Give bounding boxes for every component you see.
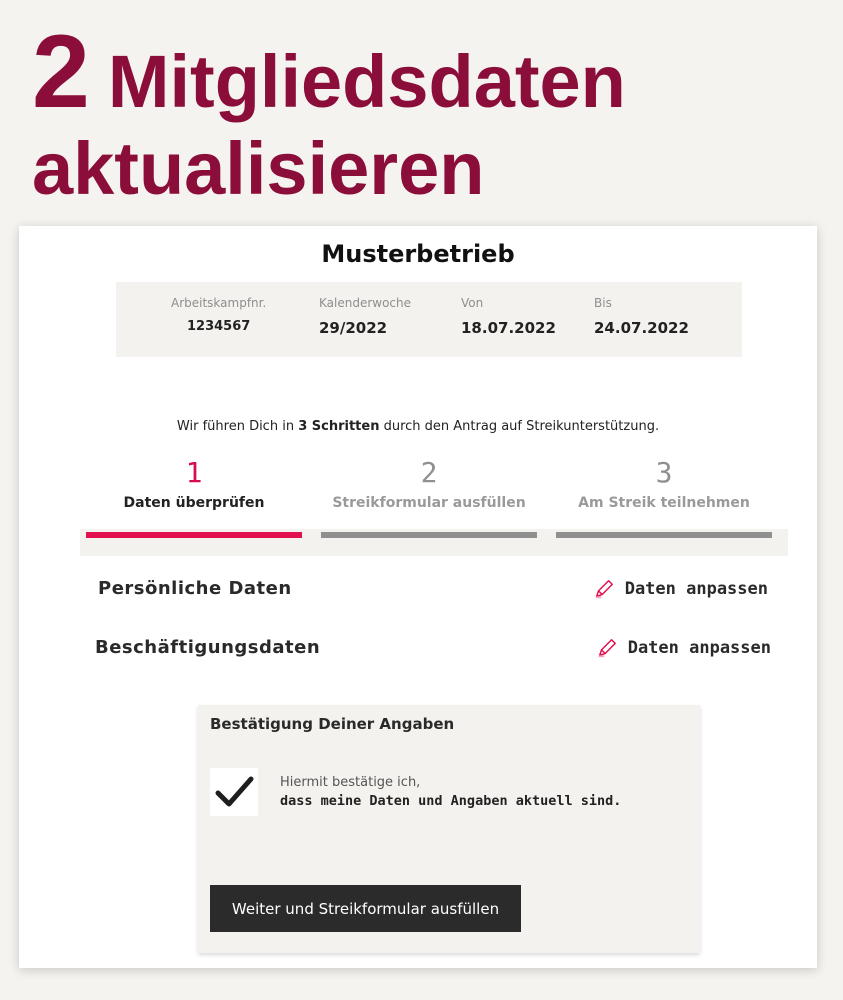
section-personal-data	[95, 578, 771, 608]
step-1-label: Daten überprüfen	[123, 495, 265, 511]
info-label: Kalenderwoche	[319, 296, 412, 310]
edit-personal-data-button[interactable]	[593, 578, 768, 600]
checkmark-icon	[210, 768, 258, 816]
headline-line-2: aktualisieren	[32, 127, 485, 210]
edit-label: Daten anpassen	[627, 638, 771, 658]
step-3-label: Am Streik teilnehmen	[578, 495, 750, 511]
info-value: 1234567	[186, 319, 251, 334]
confirmation-checkbox[interactable]	[210, 768, 258, 816]
step-number: 2	[32, 14, 88, 130]
info-label: Bis	[594, 296, 612, 310]
company-name: Musterbetrieb	[321, 240, 515, 268]
strike-info-box	[116, 282, 742, 357]
step-1-number: 1	[185, 456, 203, 489]
headline-line-1: Mitgliedsdaten	[107, 40, 626, 123]
info-strike-number	[171, 296, 266, 334]
step-1-bar	[86, 532, 302, 538]
step-3[interactable]	[556, 456, 772, 511]
info-from-date	[461, 296, 556, 337]
confirmation-line-2: dass meine Daten und Angaben aktuell sind.	[280, 793, 622, 809]
pencil-icon	[593, 578, 615, 600]
intro-text	[19, 419, 817, 434]
info-value: 24.07.2022	[594, 319, 689, 337]
intro-after: durch den Antrag auf Streikunterstützung.	[379, 419, 660, 434]
section-employment-data	[95, 637, 771, 667]
edit-employment-data-button[interactable]	[596, 637, 771, 659]
step-1[interactable]	[86, 456, 302, 511]
confirmation-line-1: Hiermit bestätige ich,	[280, 775, 421, 790]
step-2-label: Streikformular ausfüllen	[332, 495, 526, 511]
member-data-card	[19, 226, 817, 968]
confirmation-panel	[198, 705, 700, 953]
intro-before: Wir führen Dich in	[176, 419, 299, 434]
section-title: Beschäftigungsdaten	[95, 637, 321, 658]
info-to-date	[594, 296, 689, 337]
confirmation-text	[280, 775, 621, 809]
section-title: Persönliche Daten	[98, 578, 292, 599]
step-2-bar	[321, 532, 537, 538]
confirmation-title: Bestätigung Deiner Angaben	[210, 715, 455, 733]
intro-bold: 3 Schritten	[298, 419, 380, 434]
step-3-bar	[556, 532, 772, 538]
info-label: Arbeitskampfnr.	[171, 296, 267, 310]
info-calendar-week	[319, 296, 411, 337]
info-label: Von	[461, 296, 484, 310]
continue-button[interactable]: Weiter und Streikformular ausfüllen	[210, 885, 521, 932]
info-value: 18.07.2022	[461, 319, 556, 337]
step-2-number: 2	[420, 456, 438, 489]
edit-label: Daten anpassen	[624, 579, 768, 599]
step-2[interactable]	[321, 456, 537, 511]
step-progress	[80, 456, 788, 558]
info-value: 29/2022	[319, 319, 388, 337]
step-3-number: 3	[655, 456, 673, 489]
pencil-icon	[596, 637, 618, 659]
